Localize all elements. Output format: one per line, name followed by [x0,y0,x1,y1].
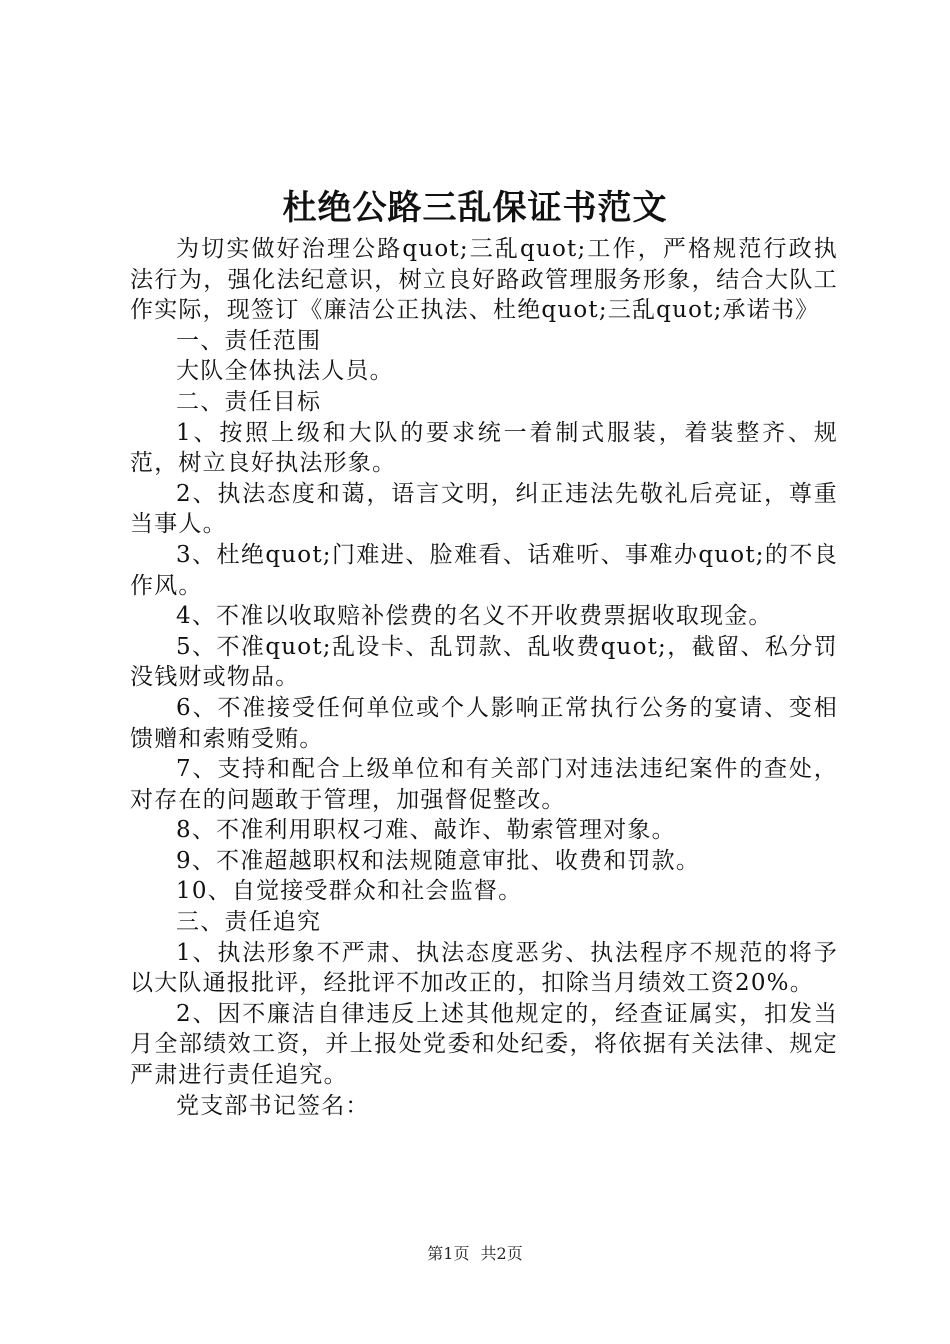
goal-item-8: 8、不准利用职权刁难、敲诈、勒索管理对象。 [176,817,676,844]
goal-item-2: 2、执法态度和蔼，语言文明，纠正违法先敬礼后亮证，尊重当事人。 [130,480,838,538]
page-footer [0,1243,950,1265]
accountability-item-1: 1、执法形象不严肃、执法态度恶劣、执法程序不规范的将予以大队通报批评，经批评不加改正的，扣除当月绩效工资20%。 [130,939,838,997]
goal-item-4: 4、不准以收取赔补偿费的名义不开收费票据收取现金。 [176,603,773,630]
goal-item-6: 6、不准接受任何单位或个人影响正常执行公务的宴请、变相馈赠和索贿受贿。 [130,694,838,752]
document-title: 杜绝公路三乱保证书范文 [282,188,668,228]
page-number: 第1页 [427,1244,470,1263]
goal-item-1: 1、按照上级和大队的要求统一着制式服装，着装整齐、规范，树立良好执法形象。 [130,419,838,477]
scope-paragraph: 大队全体执法人员。 [176,358,394,385]
goal-item-9: 9、不准超越职权和法规随意审批、收费和罚款。 [176,847,701,874]
intro-paragraph: 为切实做好治理公路quot;三乱quot;工作，严格规范行政执法行为，强化法纪意识，树立良好路政管理服务形象，结合大队工作实际，现签订《廉洁公正执法、杜绝quot;三乱quot;承诺书》 [130,236,838,324]
goal-item-3: 3、杜绝quot;门难进、脸难看、话难听、事难办quot;的不良作风。 [130,541,838,599]
document-body [130,234,838,1121]
page-total: 共2页 [480,1244,523,1263]
section-heading-scope: 一、责任范围 [176,327,322,354]
accountability-item-2: 2、因不廉洁自律违反上述其他规定的，经查证属实，扣发当月全部绩效工资，并上报处党委和处纪委，将依据有关法律、规定严肃进行责任追究。 [130,1000,838,1089]
goal-item-10: 10、自觉接受群众和社会监督。 [176,878,523,905]
section-heading-goals: 二、责任目标 [176,388,322,415]
signature-line: 党支部书记签名： [176,1092,370,1119]
goal-item-7: 7、支持和配合上级单位和有关部门对违法违纪案件的查处，对存在的问题敢于管理，加强督促整改。 [130,756,838,813]
goal-item-5: 5、不准quot;乱设卡、乱罚款、乱收费quot;，截留、私分罚没钱财或物品。 [130,633,838,691]
section-heading-accountability: 三、责任追究 [176,909,322,936]
